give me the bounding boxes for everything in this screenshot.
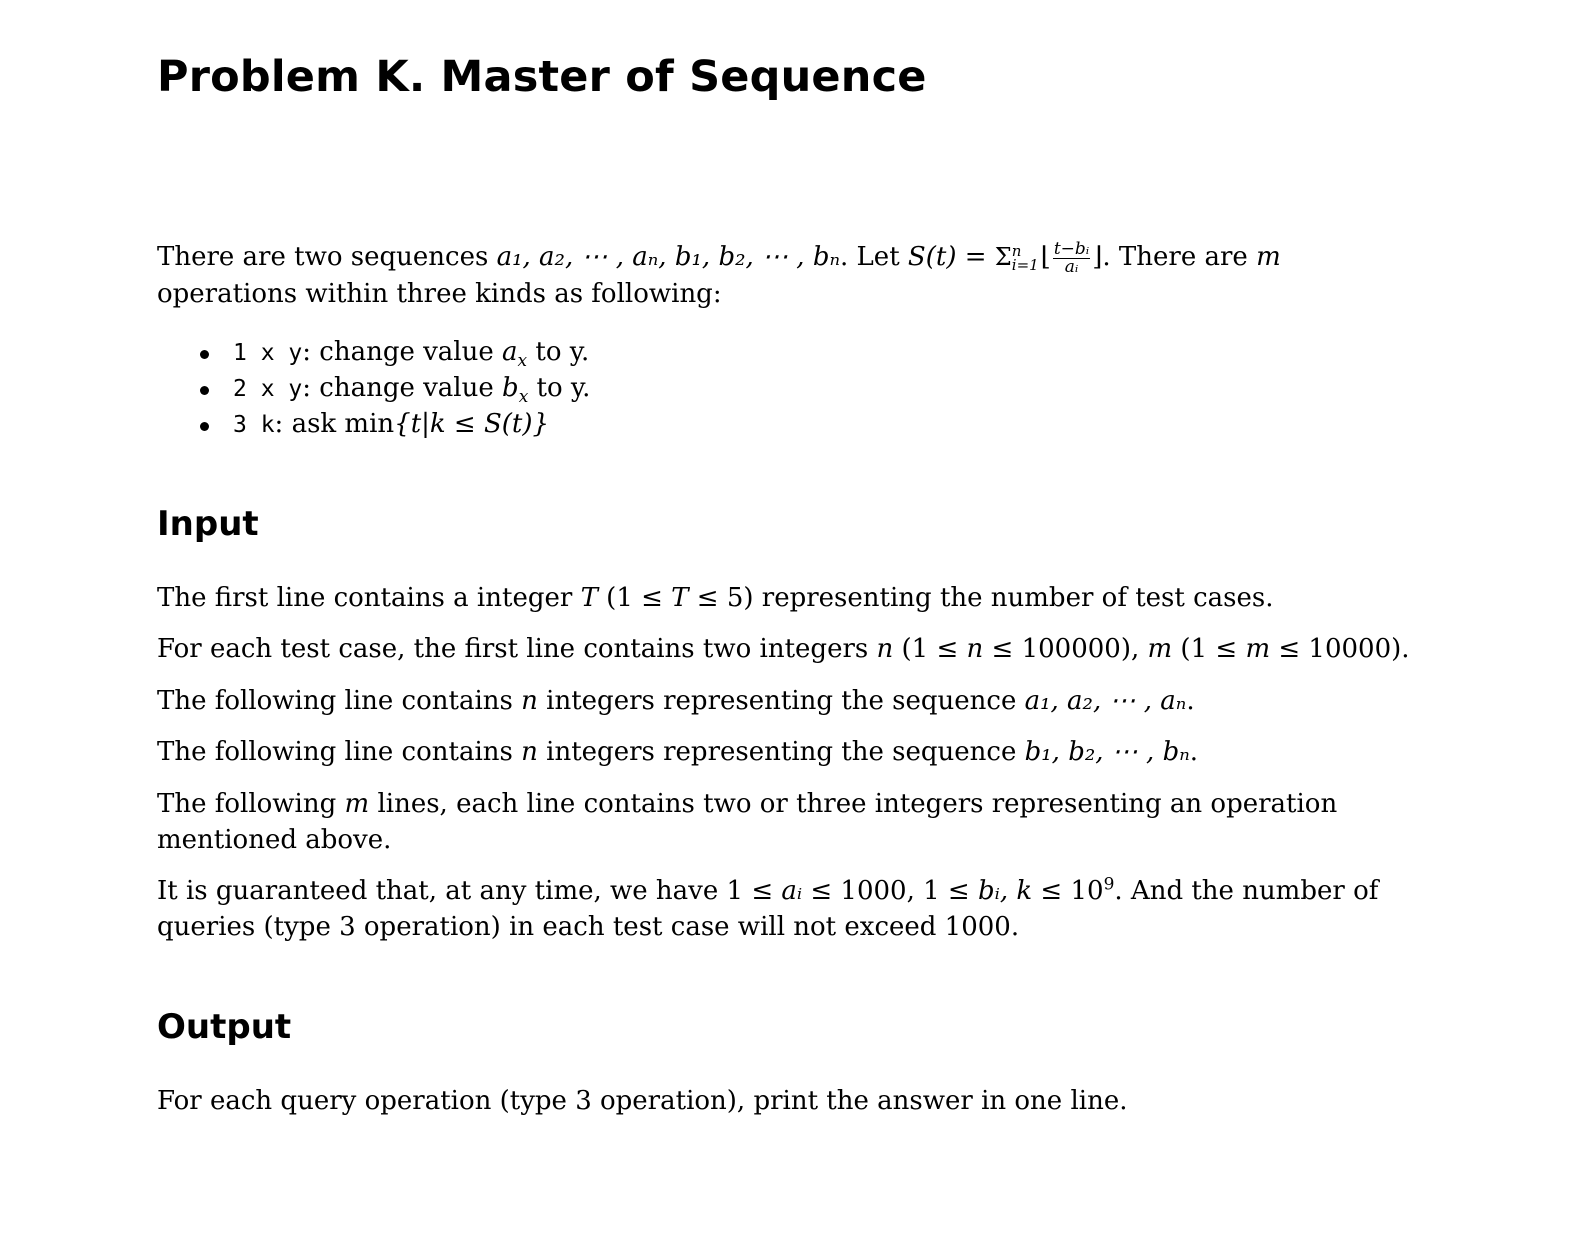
- output-text: For each query operation (type 3 operation), print the answer in one line.: [157, 1086, 1128, 1116]
- input-line-2: For each test case, the first line contains two integers n (1 ≤ n ≤ 100000), m (1 ≤ m ≤ 10000).: [157, 634, 1410, 664]
- operations-list: [202, 334, 590, 442]
- sum-limits: n i=1: [1011, 242, 1039, 274]
- list-item: 3 k: ask min{t|k ≤ S(t)}: [202, 406, 590, 442]
- statement-paragraph: There are two sequences a₁, a₂, ⋯ , aₙ, b₁, b₂, ⋯ , bₙ. Let S(t) = Σ n i=1 ⌊ $\frac{\text{t−bᵢ}}{\text{aᵢ}}$ ⌋. There are m operations within three kinds as following:: [157, 238, 1281, 309]
- sum-symbol: Σ: [994, 243, 1012, 271]
- floor-right: ⌋: [1092, 242, 1103, 272]
- input-line-3: The following line contains n integers representing the sequence a₁, a₂, ⋯ , aₙ.: [157, 686, 1195, 716]
- input-line-4: The following line contains n integers representing the sequence b₁, b₂, ⋯ , bₙ.: [157, 737, 1199, 767]
- bullet-icon: [200, 422, 209, 431]
- sequence-b: b₁, b₂, ⋯ , bₙ: [674, 242, 841, 272]
- list-item: 1 x y: change value $a_x$ to y.: [202, 334, 590, 370]
- s-definition: S(t) =: [907, 242, 995, 272]
- input-line-6: It is guaranteed that, at any time, we have 1 ≤ aᵢ ≤ 1000, 1 ≤ bᵢ, $k \le 10^9$. And the number of queries (type 3 operation) in each test case will not exceed 1000.: [157, 874, 1379, 942]
- fraction: $\frac{\text{t−bᵢ}}{\text{aᵢ}}$: [1053, 238, 1090, 277]
- floor-left: ⌊: [1040, 242, 1051, 272]
- input-heading: Input: [157, 504, 259, 544]
- sequence-a: a₁, a₂, ⋯ , aₙ,: [496, 242, 675, 272]
- page-title: Problem K. Master of Sequence: [157, 52, 927, 102]
- bullet-icon: [200, 386, 209, 395]
- bullet-icon: [200, 350, 209, 359]
- output-heading: Output: [157, 1007, 292, 1047]
- input-line-5: The following m lines, each line contains two or three integers representing an operation mentioned above.: [157, 789, 1338, 855]
- list-item: 2 x y: change value $b_x$ to y.: [202, 370, 590, 406]
- input-line-1: The first line contains a integer T (1 ≤ T ≤ 5) representing the number of test cases.: [157, 583, 1274, 613]
